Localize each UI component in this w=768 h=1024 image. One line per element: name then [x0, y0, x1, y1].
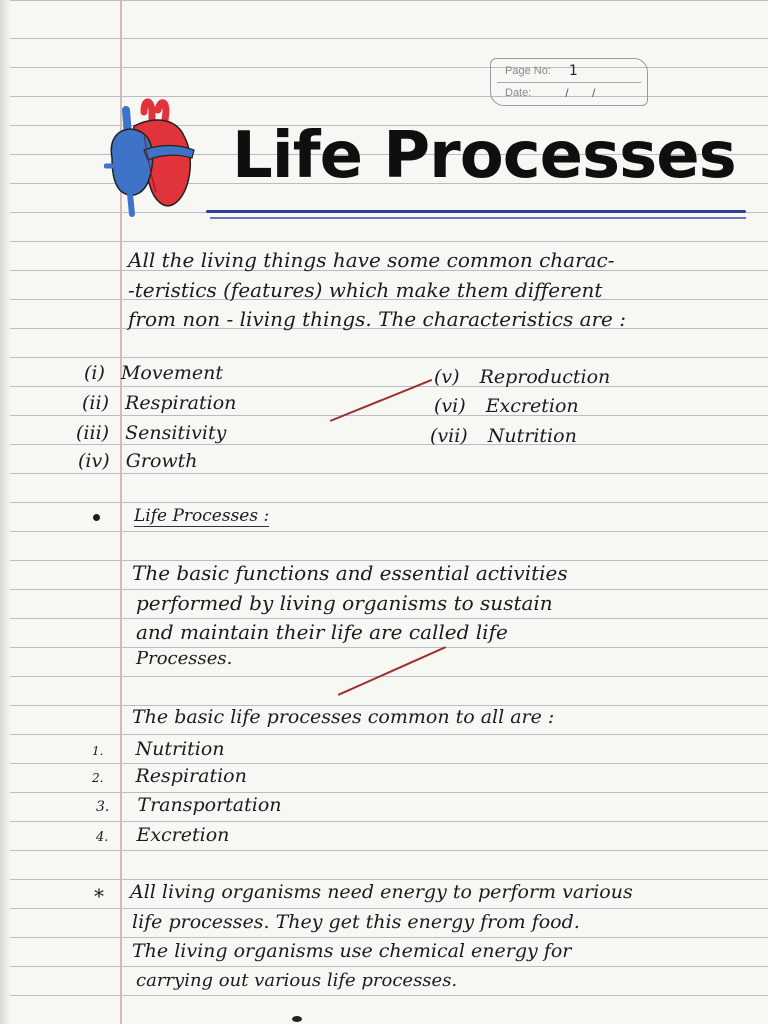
list-text: Nutrition	[135, 738, 225, 760]
definition-line-2: performed by living organisms to sustain	[136, 591, 553, 615]
page-binding-edge	[0, 0, 10, 1024]
list-item	[96, 826, 229, 845]
list-num: (iv)	[78, 450, 110, 472]
list-text: Respiration	[135, 765, 247, 787]
list-item	[434, 397, 579, 416]
list-text: Transportation	[137, 794, 282, 816]
list-text: Growth	[125, 450, 198, 472]
heart-icon	[104, 96, 200, 220]
ink-blot	[292, 1016, 302, 1022]
list-item	[430, 427, 577, 446]
list-num: (v)	[434, 366, 460, 388]
definition-line-4: Processes.	[136, 648, 233, 669]
page-no-label: Page No:	[505, 65, 551, 77]
section-heading: Life Processes :	[134, 506, 270, 526]
title-underline	[206, 210, 746, 213]
list-text: Nutrition	[487, 425, 577, 447]
list-num: 2.	[92, 771, 104, 785]
energy-line-3: The living organisms use chemical energy for	[132, 940, 572, 962]
page-no-value: 1	[568, 63, 578, 79]
bullet-icon	[93, 514, 100, 521]
definition-line-3: and maintain their life are called life	[136, 620, 508, 644]
list-item	[78, 452, 198, 471]
star-marker: *	[94, 884, 104, 908]
list-num: (iii)	[76, 422, 110, 444]
page-number-box	[490, 58, 648, 106]
intro-line-1: All the living things have some common charac-	[128, 248, 615, 272]
list-item	[96, 796, 282, 815]
intro-line-2: -teristics (features) which make them different	[128, 278, 603, 302]
list-text: Respiration	[125, 392, 237, 414]
list-item	[92, 740, 225, 759]
energy-line-1: All living organisms need energy to perform various	[130, 881, 633, 903]
list-item	[92, 767, 247, 786]
list-text: Reproduction	[479, 366, 611, 388]
review-tick-mark	[338, 646, 447, 696]
list-num: 1.	[92, 744, 104, 758]
list-num: 4.	[96, 830, 109, 845]
review-tick-mark	[330, 379, 433, 422]
list-item	[76, 424, 226, 443]
list-text: Sensitivity	[125, 422, 227, 444]
energy-line-2: life processes. They get this energy from food.	[132, 911, 580, 933]
intro-line-3: from non - living things. The characteristics are :	[128, 307, 626, 331]
list-num: (ii)	[82, 392, 109, 414]
list-num: (vi)	[434, 395, 466, 417]
basic-processes-intro: The basic life processes common to all are :	[132, 706, 555, 728]
list-num: (i)	[84, 362, 105, 384]
list-item	[82, 394, 236, 413]
date-label: Date:	[505, 87, 532, 99]
list-num: 3.	[96, 799, 110, 815]
title-underline-thin	[210, 217, 746, 219]
list-num: (vii)	[430, 425, 468, 447]
list-item	[84, 364, 223, 383]
list-item	[434, 368, 610, 387]
list-text: Excretion	[136, 824, 230, 846]
date-value: / /	[565, 86, 606, 100]
list-text: Excretion	[485, 395, 579, 417]
definition-line-1: The basic functions and essential activities	[132, 561, 568, 585]
list-text: Movement	[120, 362, 223, 384]
page-title: Life Processes	[232, 119, 736, 193]
energy-line-4: carrying out various life processes.	[136, 970, 458, 991]
